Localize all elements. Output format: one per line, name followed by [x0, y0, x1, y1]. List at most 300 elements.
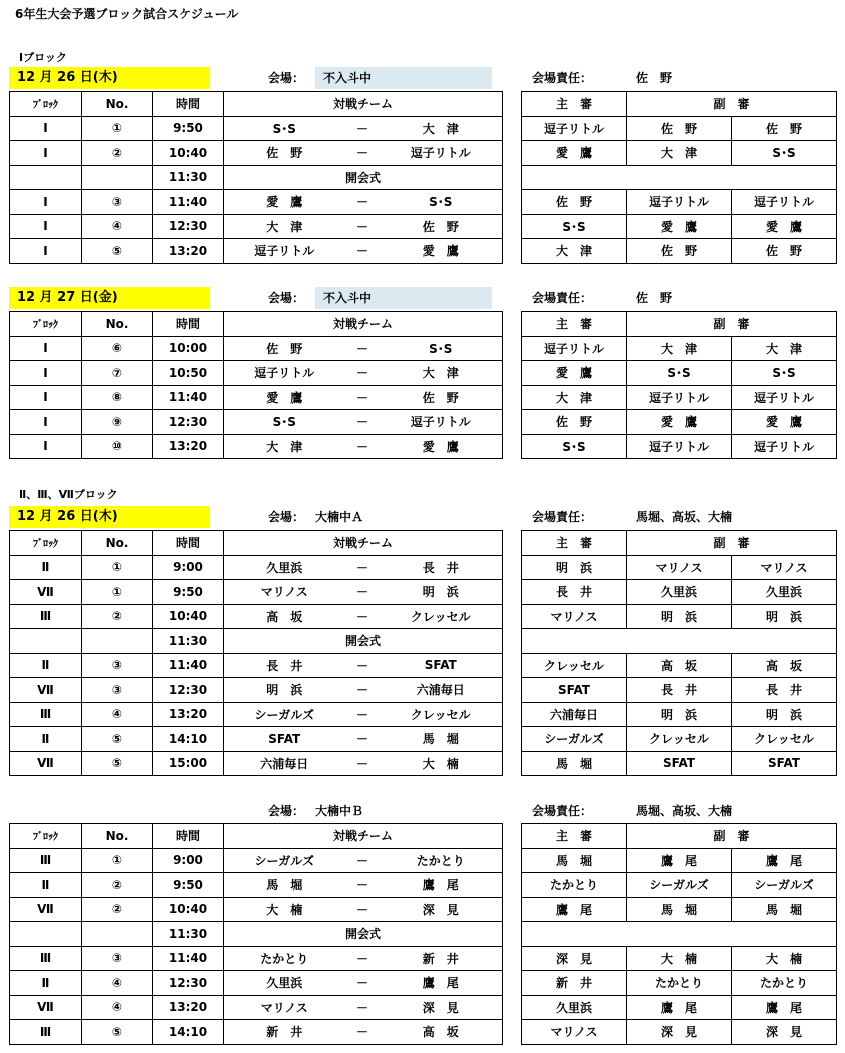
- block-cell: Ⅱ: [10, 727, 82, 752]
- block-cell: Ⅰ: [10, 410, 82, 435]
- time-cell: 12:30: [153, 410, 224, 435]
- time-cell: 13:20: [153, 995, 224, 1020]
- time-cell: 9:00: [153, 848, 224, 873]
- vs-dash: －: [345, 385, 380, 410]
- main-referee: 久里浜: [522, 995, 627, 1020]
- sub-referee-1: 佐 野: [627, 239, 732, 264]
- table-row: [10, 897, 503, 922]
- block-cell: Ⅰ: [10, 239, 82, 264]
- time-cell: 11:40: [153, 190, 224, 215]
- team-b: 深 見: [380, 995, 503, 1020]
- team-b: 佐 野: [380, 385, 503, 410]
- table-row: [10, 922, 503, 947]
- team-b: 六浦毎日: [380, 678, 503, 703]
- sub-referee-2: 佐 野: [732, 239, 837, 264]
- vs-dash: －: [345, 434, 380, 459]
- no-cell: ①: [82, 555, 153, 580]
- no-cell: ③: [82, 678, 153, 703]
- table-row: [10, 116, 503, 141]
- date-label: 12 月 27 日(金): [9, 287, 210, 309]
- time-cell: 9:50: [153, 580, 224, 605]
- table-row: [522, 848, 837, 873]
- table-row: [10, 385, 503, 410]
- team-a: マリノス: [224, 995, 345, 1020]
- main-referee: たかとり: [522, 873, 627, 898]
- team-a: 新 井: [224, 1020, 345, 1045]
- header-match: 対戦チーム: [224, 531, 503, 556]
- no-cell: ④: [82, 995, 153, 1020]
- sub-referee-1: SFAT: [627, 751, 732, 776]
- table-row: [522, 995, 837, 1020]
- venue-label: 会場：: [268, 291, 305, 305]
- no-cell: ⑨: [82, 410, 153, 435]
- sub-referee-2: 愛 鷹: [732, 214, 837, 239]
- table-row: [10, 555, 503, 580]
- team-a: 久里浜: [224, 555, 345, 580]
- sub-referee-2: S･S: [732, 141, 837, 166]
- venue-responsible-label: 会場責任：: [532, 510, 593, 524]
- team-b: 愛 鷹: [380, 239, 503, 264]
- team-a: 大 楠: [224, 897, 345, 922]
- header-no: No.: [82, 312, 153, 337]
- sub-referee-2: 高 坂: [732, 653, 837, 678]
- time-cell: 11:30: [153, 922, 224, 947]
- block-cell: Ⅰ: [10, 385, 82, 410]
- table-row: [10, 361, 503, 386]
- table-row: [522, 239, 837, 264]
- block-cell: [10, 165, 82, 190]
- venue-name: 大楠中Ｂ: [315, 804, 364, 818]
- header-main-referee: 主 審: [522, 531, 627, 556]
- team-a: たかとり: [224, 946, 345, 971]
- table-row: [10, 946, 503, 971]
- main-referee: 逗子リトル: [522, 336, 627, 361]
- page-title: 6年生大会予選ブロック試合スケジュール: [15, 7, 239, 21]
- header-match: 対戦チーム: [224, 824, 503, 849]
- main-referee: クレッセル: [522, 653, 627, 678]
- time-cell: 12:30: [153, 214, 224, 239]
- table-row: [10, 848, 503, 873]
- vs-dash: －: [345, 653, 380, 678]
- vs-dash: －: [345, 971, 380, 996]
- table-row: [10, 629, 503, 654]
- table-row: [522, 946, 837, 971]
- main-referee: 愛 鷹: [522, 141, 627, 166]
- main-referee: 馬 堀: [522, 751, 627, 776]
- referee-table: [521, 530, 837, 776]
- table-row: [522, 190, 837, 215]
- table-row: [522, 653, 837, 678]
- ceremony-label: 開会式: [224, 922, 503, 947]
- vs-dash: －: [345, 361, 380, 386]
- time-cell: 10:00: [153, 336, 224, 361]
- sub-referee-2: 深 見: [732, 1020, 837, 1045]
- no-cell: ⑧: [82, 385, 153, 410]
- no-cell: ⑥: [82, 336, 153, 361]
- header-row: [10, 531, 503, 556]
- header-no: No.: [82, 824, 153, 849]
- time-cell: 10:40: [153, 897, 224, 922]
- sub-referee-2: 鷹 尾: [732, 848, 837, 873]
- table-row: [10, 141, 503, 166]
- table-row: [522, 361, 837, 386]
- sub-referee-1: 明 浜: [627, 604, 732, 629]
- no-cell: ③: [82, 653, 153, 678]
- time-cell: 13:20: [153, 434, 224, 459]
- vs-dash: －: [345, 727, 380, 752]
- header-block: ﾌﾞﾛｯｸ: [10, 824, 82, 849]
- block-cell: Ⅲ: [10, 604, 82, 629]
- vs-dash: －: [345, 678, 380, 703]
- date-label: 12 月 26 日(木): [9, 67, 210, 89]
- sub-referee-1: 鷹 尾: [627, 995, 732, 1020]
- main-referee: 鷹 尾: [522, 897, 627, 922]
- no-cell: ①: [82, 580, 153, 605]
- table-row: [10, 336, 503, 361]
- header-row: [10, 92, 503, 117]
- no-cell: ③: [82, 190, 153, 215]
- sub-referee-2: 逗子リトル: [732, 190, 837, 215]
- team-b: 長 井: [380, 555, 503, 580]
- sub-referee-2: 明 浜: [732, 604, 837, 629]
- sub-referee-2: マリノス: [732, 555, 837, 580]
- sub-referee-2: SFAT: [732, 751, 837, 776]
- table-row: [522, 678, 837, 703]
- block-cell: Ⅱ: [10, 873, 82, 898]
- team-b: 大 津: [380, 361, 503, 386]
- team-b: クレッセル: [380, 702, 503, 727]
- team-a: 長 井: [224, 653, 345, 678]
- table-row: [522, 434, 837, 459]
- table-row: [10, 678, 503, 703]
- team-b: 大 津: [380, 116, 503, 141]
- vs-dash: －: [345, 116, 380, 141]
- sub-referee-2: 逗子リトル: [732, 385, 837, 410]
- team-b: 馬 堀: [380, 727, 503, 752]
- vs-dash: －: [345, 239, 380, 264]
- header-row: [522, 824, 837, 849]
- team-a: 佐 野: [224, 336, 345, 361]
- sub-referee-1: クレッセル: [627, 727, 732, 752]
- block-cell: Ⅰ: [10, 141, 82, 166]
- table-row: [522, 604, 837, 629]
- table-row: [522, 873, 837, 898]
- main-referee: 明 浜: [522, 555, 627, 580]
- main-referee: 逗子リトル: [522, 116, 627, 141]
- main-referee: 馬 堀: [522, 848, 627, 873]
- venue-responsible: 佐 野: [636, 71, 673, 85]
- header-row: [522, 92, 837, 117]
- no-cell: ②: [82, 897, 153, 922]
- vs-dash: －: [345, 410, 380, 435]
- table-row: [10, 604, 503, 629]
- time-cell: 11:40: [153, 946, 224, 971]
- venue-name: 大楠中Ａ: [315, 510, 364, 524]
- table-row: [522, 629, 837, 654]
- no-cell: ④: [82, 702, 153, 727]
- team-a: 久里浜: [224, 971, 345, 996]
- block-cell: Ⅲ: [10, 702, 82, 727]
- header-time: 時間: [153, 824, 224, 849]
- time-cell: 13:20: [153, 702, 224, 727]
- team-a: 愛 鷹: [224, 385, 345, 410]
- block-cell: Ⅰ: [10, 434, 82, 459]
- table-row: [522, 702, 837, 727]
- no-cell: ⑤: [82, 751, 153, 776]
- ceremony-label: 開会式: [224, 165, 503, 190]
- date-label: 12 月 26 日(木): [9, 506, 210, 528]
- referee-table: [521, 823, 837, 1045]
- time-cell: 14:10: [153, 1020, 224, 1045]
- ceremony-label: 開会式: [224, 629, 503, 654]
- main-referee: S･S: [522, 214, 627, 239]
- table-row: [522, 336, 837, 361]
- vs-dash: －: [345, 848, 380, 873]
- block-cell: Ⅰ: [10, 214, 82, 239]
- team-a: SFAT: [224, 727, 345, 752]
- sub-referee-1: 逗子リトル: [627, 434, 732, 459]
- main-referee: 大 津: [522, 239, 627, 264]
- block-cell: Ⅱ: [10, 653, 82, 678]
- table-row: [522, 727, 837, 752]
- vs-dash: －: [345, 604, 380, 629]
- no-cell: ④: [82, 971, 153, 996]
- table-row: [10, 1020, 503, 1045]
- main-referee: SFAT: [522, 678, 627, 703]
- no-cell: ②: [82, 873, 153, 898]
- no-cell: [82, 165, 153, 190]
- venue-label: 会場：: [268, 71, 305, 85]
- venue-name: 不入斗中: [315, 67, 492, 89]
- header-sub-referee: 副 審: [627, 312, 837, 337]
- time-cell: 9:50: [153, 873, 224, 898]
- table-row: [10, 653, 503, 678]
- header-main-referee: 主 審: [522, 92, 627, 117]
- table-row: [522, 214, 837, 239]
- venue-responsible-label: 会場責任：: [532, 804, 593, 818]
- no-cell: ①: [82, 848, 153, 873]
- sub-referee-2: たかとり: [732, 971, 837, 996]
- time-cell: 13:20: [153, 239, 224, 264]
- time-cell: 11:40: [153, 385, 224, 410]
- team-a: 馬 堀: [224, 873, 345, 898]
- table-row: [10, 873, 503, 898]
- no-cell: [82, 922, 153, 947]
- venue-label: 会場：: [268, 510, 305, 524]
- table-row: [10, 995, 503, 1020]
- header-block: ﾌﾞﾛｯｸ: [10, 92, 82, 117]
- time-cell: 14:10: [153, 727, 224, 752]
- vs-dash: －: [345, 336, 380, 361]
- sub-referee-1: 深 見: [627, 1020, 732, 1045]
- block-cell: Ⅶ: [10, 751, 82, 776]
- no-cell: ⑩: [82, 434, 153, 459]
- block-cell: Ⅶ: [10, 897, 82, 922]
- vs-dash: －: [345, 1020, 380, 1045]
- main-referee: シーガルズ: [522, 727, 627, 752]
- sub-referee-2: 久里浜: [732, 580, 837, 605]
- table-row: [10, 434, 503, 459]
- block-cell: [10, 629, 82, 654]
- main-referee: 佐 野: [522, 410, 627, 435]
- team-b: 深 見: [380, 897, 503, 922]
- no-cell: ⑦: [82, 361, 153, 386]
- block-cell: Ⅰ: [10, 336, 82, 361]
- header-time: 時間: [153, 312, 224, 337]
- ceremony-empty: [522, 165, 837, 190]
- schedule-table: [9, 311, 503, 459]
- block-cell: [10, 922, 82, 947]
- table-row: [522, 971, 837, 996]
- no-cell: ⑤: [82, 1020, 153, 1045]
- sub-referee-2: クレッセル: [732, 727, 837, 752]
- header-block: ﾌﾞﾛｯｸ: [10, 531, 82, 556]
- table-row: [522, 141, 837, 166]
- header-main-referee: 主 審: [522, 824, 627, 849]
- table-row: [10, 165, 503, 190]
- header-time: 時間: [153, 92, 224, 117]
- venue-responsible: 馬堀、高坂、大楠: [636, 510, 733, 524]
- main-referee: 深 見: [522, 946, 627, 971]
- header-sub-referee: 副 審: [627, 92, 837, 117]
- header-sub-referee: 副 審: [627, 824, 837, 849]
- sub-referee-1: 長 井: [627, 678, 732, 703]
- sub-referee-1: 佐 野: [627, 116, 732, 141]
- time-cell: 9:00: [153, 555, 224, 580]
- sub-referee-1: シーガルズ: [627, 873, 732, 898]
- team-b: 鷹 尾: [380, 873, 503, 898]
- team-a: S･S: [224, 116, 345, 141]
- sub-referee-2: 長 井: [732, 678, 837, 703]
- referee-table: [521, 91, 837, 264]
- team-b: 大 楠: [380, 751, 503, 776]
- vs-dash: －: [345, 751, 380, 776]
- team-b: 佐 野: [380, 214, 503, 239]
- table-row: [522, 580, 837, 605]
- sub-referee-1: 大 津: [627, 141, 732, 166]
- team-a: 逗子リトル: [224, 361, 345, 386]
- table-row: [10, 727, 503, 752]
- table-row: [522, 922, 837, 947]
- main-referee: 佐 野: [522, 190, 627, 215]
- time-cell: 9:50: [153, 116, 224, 141]
- venue-responsible: 佐 野: [636, 291, 673, 305]
- table-row: [522, 1020, 837, 1045]
- team-a: 佐 野: [224, 141, 345, 166]
- sub-referee-1: 逗子リトル: [627, 385, 732, 410]
- main-referee: S･S: [522, 434, 627, 459]
- sub-referee-1: 愛 鷹: [627, 214, 732, 239]
- table-row: [522, 116, 837, 141]
- no-cell: ⑤: [82, 727, 153, 752]
- main-referee: 愛 鷹: [522, 361, 627, 386]
- time-cell: 11:40: [153, 653, 224, 678]
- time-cell: 10:40: [153, 141, 224, 166]
- block-cell: Ⅲ: [10, 1020, 82, 1045]
- sub-referee-1: 久里浜: [627, 580, 732, 605]
- table-row: [10, 410, 503, 435]
- venue-label: 会場：: [268, 804, 305, 818]
- no-cell: ②: [82, 141, 153, 166]
- block-cell: Ⅶ: [10, 995, 82, 1020]
- time-cell: 11:30: [153, 629, 224, 654]
- sub-referee-1: 明 浜: [627, 702, 732, 727]
- sub-referee-1: マリノス: [627, 555, 732, 580]
- time-cell: 12:30: [153, 678, 224, 703]
- venue-responsible-label: 会場責任：: [532, 71, 593, 85]
- table-row: [522, 410, 837, 435]
- header-main-referee: 主 審: [522, 312, 627, 337]
- header-time: 時間: [153, 531, 224, 556]
- vs-dash: －: [345, 555, 380, 580]
- block-cell: Ⅶ: [10, 678, 82, 703]
- team-a: 明 浜: [224, 678, 345, 703]
- vs-dash: －: [345, 873, 380, 898]
- venue-name: 不入斗中: [315, 287, 492, 309]
- table-row: [10, 580, 503, 605]
- no-cell: ③: [82, 946, 153, 971]
- table-row: [10, 190, 503, 215]
- sub-referee-1: 逗子リトル: [627, 190, 732, 215]
- team-b: SFAT: [380, 653, 503, 678]
- table-row: [522, 897, 837, 922]
- time-cell: 15:00: [153, 751, 224, 776]
- header-no: No.: [82, 92, 153, 117]
- header-no: No.: [82, 531, 153, 556]
- venue-responsible: 馬堀、高坂、大楠: [636, 804, 733, 818]
- vs-dash: －: [345, 580, 380, 605]
- schedule-table: [9, 91, 503, 264]
- main-referee: 長 井: [522, 580, 627, 605]
- header-row: [10, 312, 503, 337]
- main-referee: 新 井: [522, 971, 627, 996]
- block-cell: Ⅱ: [10, 555, 82, 580]
- referee-table: [521, 311, 837, 459]
- section-heading: Ⅰブロック: [19, 51, 67, 64]
- team-a: S･S: [224, 410, 345, 435]
- sub-referee-2: 明 浜: [732, 702, 837, 727]
- header-block: ﾌﾞﾛｯｸ: [10, 312, 82, 337]
- vs-dash: －: [345, 946, 380, 971]
- team-b: クレッセル: [380, 604, 503, 629]
- sub-referee-2: 逗子リトル: [732, 434, 837, 459]
- team-a: 大 津: [224, 214, 345, 239]
- table-row: [522, 555, 837, 580]
- time-cell: 10:40: [153, 604, 224, 629]
- vs-dash: －: [345, 702, 380, 727]
- table-row: [10, 239, 503, 264]
- ceremony-empty: [522, 629, 837, 654]
- sub-referee-2: 馬 堀: [732, 897, 837, 922]
- sub-referee-2: 佐 野: [732, 116, 837, 141]
- team-a: マリノス: [224, 580, 345, 605]
- main-referee: マリノス: [522, 604, 627, 629]
- table-row: [10, 214, 503, 239]
- no-cell: [82, 629, 153, 654]
- header-row: [522, 312, 837, 337]
- team-a: 大 津: [224, 434, 345, 459]
- sub-referee-2: 愛 鷹: [732, 410, 837, 435]
- sub-referee-2: 大 楠: [732, 946, 837, 971]
- main-referee: マリノス: [522, 1020, 627, 1045]
- team-b: 鷹 尾: [380, 971, 503, 996]
- team-a: 逗子リトル: [224, 239, 345, 264]
- team-a: 六浦毎日: [224, 751, 345, 776]
- block-cell: Ⅲ: [10, 946, 82, 971]
- sub-referee-1: S･S: [627, 361, 732, 386]
- time-cell: 10:50: [153, 361, 224, 386]
- vs-dash: －: [345, 190, 380, 215]
